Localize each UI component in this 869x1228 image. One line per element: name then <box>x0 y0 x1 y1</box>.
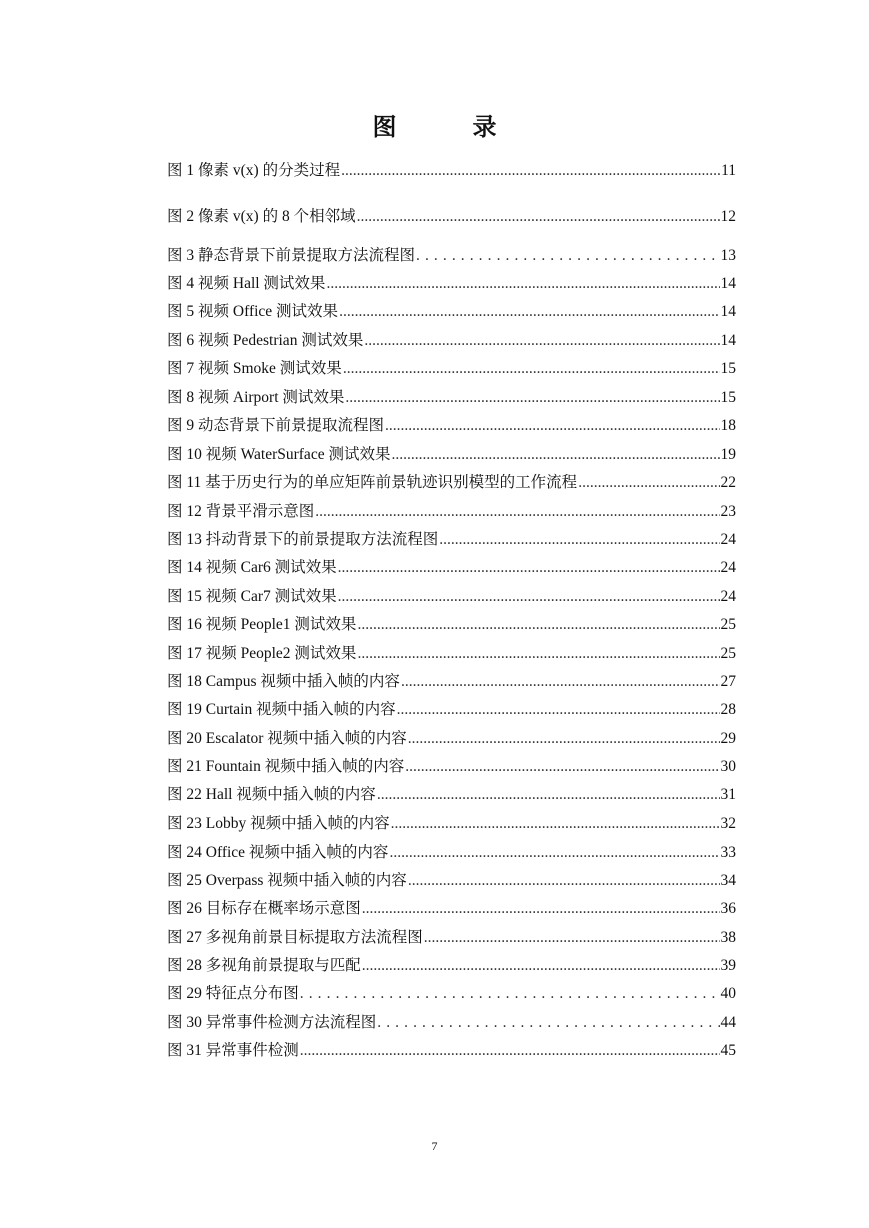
toc-entry-label: 图 29 特征点分布图 <box>167 985 299 1002</box>
toc-entry[interactable] <box>167 444 736 466</box>
toc-entry-label: 图 28 多视角前景提取与匹配 <box>167 957 361 974</box>
toc-entry-label: 图 22 Hall 视频中插入帧的内容 <box>167 786 376 803</box>
toc-entry[interactable] <box>167 330 736 352</box>
toc-entry-label: 图 25 Overpass 视频中插入帧的内容 <box>167 872 407 889</box>
toc-entry-label: 图 11 基于历史行为的单应矩阵前景轨迹识别模型的工作流程 <box>167 474 578 491</box>
toc-entry-label: 图 26 目标存在概率场示意图 <box>167 900 361 917</box>
dot-leader <box>377 784 720 806</box>
dot-leader <box>341 160 720 182</box>
dot-leader <box>408 870 720 892</box>
dot-leader <box>401 671 720 693</box>
dot-leader <box>389 842 719 864</box>
toc-entry-page: 18 <box>720 417 736 434</box>
toc-entry-page: 45 <box>720 1042 736 1059</box>
toc-entry-page: 34 <box>720 872 736 889</box>
toc-entry-label: 图 9 动态背景下前景提取流程图 <box>167 417 385 434</box>
toc-entry-label: 图 12 背景平滑示意图 <box>167 503 315 520</box>
toc-entry-label: 图 27 多视角前景目标提取方法流程图 <box>167 929 423 946</box>
toc-entry-page: 38 <box>720 929 736 946</box>
dot-leader <box>364 330 719 352</box>
dot-leader <box>391 813 720 835</box>
toc-entry[interactable] <box>167 387 736 409</box>
dot-leader <box>326 273 719 295</box>
dot-leader <box>357 643 719 665</box>
toc-entry-label: 图 30 异常事件检测方法流程图 <box>167 1014 377 1031</box>
dot-leader <box>405 756 719 778</box>
toc-entry[interactable] <box>167 301 736 323</box>
toc-entry[interactable] <box>167 699 736 721</box>
toc-entry-label: 图 8 视频 Airport 测试效果 <box>167 389 345 406</box>
dot-leader <box>315 501 719 523</box>
toc-entry-label: 图 21 Fountain 视频中插入帧的内容 <box>167 758 405 775</box>
toc-entry-page: 15 <box>720 360 736 377</box>
dot-leader <box>439 529 719 551</box>
dot-leader <box>338 557 720 579</box>
toc-entry[interactable] <box>167 1040 736 1062</box>
page-number: 7 <box>431 1139 438 1153</box>
toc-entry-page: 12 <box>720 208 736 225</box>
page-title: 图 录 <box>372 115 523 141</box>
toc-entry[interactable] <box>167 501 736 523</box>
toc-entry[interactable] <box>167 557 736 579</box>
toc-entry-label: 图 2 像素 v(x) 的 8 个相邻域 <box>167 208 356 225</box>
toc-entry-label: 图 10 视频 WaterSurface 测试效果 <box>167 446 391 463</box>
dot-leader <box>578 472 719 494</box>
toc-entry[interactable] <box>167 160 736 182</box>
dot-leader <box>338 586 720 608</box>
toc-entry[interactable] <box>167 358 736 380</box>
toc-entry-page: 24 <box>720 531 736 548</box>
toc-entry-page: 40 <box>720 985 736 1002</box>
toc-entry[interactable] <box>167 586 736 608</box>
toc-entry[interactable] <box>167 643 736 665</box>
toc-entry-page: 30 <box>720 758 736 775</box>
toc-entry-page: 28 <box>720 701 736 718</box>
toc-entry[interactable] <box>167 784 736 806</box>
toc-entry[interactable] <box>167 472 736 494</box>
dot-leader <box>357 614 719 636</box>
dot-leader <box>408 728 720 750</box>
dot-leader <box>357 206 720 228</box>
dot-leader <box>377 1012 719 1034</box>
toc-entry-page: 22 <box>720 474 736 491</box>
dot-leader <box>362 955 720 977</box>
toc-entry-page: 32 <box>720 815 736 832</box>
toc-entry-page: 24 <box>720 559 736 576</box>
toc-entry-page: 24 <box>720 588 736 605</box>
toc-entry-page: 31 <box>720 786 736 803</box>
toc-entry-label: 图 16 视频 People1 测试效果 <box>167 616 357 633</box>
toc-entry-page: 25 <box>720 645 736 662</box>
toc-entry-page: 25 <box>720 616 736 633</box>
toc-entry[interactable] <box>167 898 736 920</box>
toc-entry[interactable] <box>167 671 736 693</box>
toc-entry-label: 图 6 视频 Pedestrian 测试效果 <box>167 332 364 349</box>
toc-entry-page: 23 <box>720 503 736 520</box>
toc-entry[interactable] <box>167 813 736 835</box>
toc-entry-page: 14 <box>720 332 736 349</box>
dot-leader <box>391 444 719 466</box>
toc-entry-page: 11 <box>721 162 736 179</box>
dot-leader <box>300 983 720 1005</box>
toc-entry-label: 图 23 Lobby 视频中插入帧的内容 <box>167 815 390 832</box>
toc-entry[interactable] <box>167 927 736 949</box>
toc-entry[interactable] <box>167 842 736 864</box>
toc-entry[interactable] <box>167 614 736 636</box>
dot-leader <box>424 927 720 949</box>
toc-entry-label: 图 20 Escalator 视频中插入帧的内容 <box>167 730 407 747</box>
toc-entry[interactable] <box>167 756 736 778</box>
toc-entry[interactable] <box>167 206 736 228</box>
toc-entry[interactable] <box>167 415 736 437</box>
toc-entry-label: 图 19 Curtain 视频中插入帧的内容 <box>167 701 396 718</box>
toc-entry[interactable] <box>167 529 736 551</box>
dot-leader <box>343 358 720 380</box>
dot-leader <box>339 301 719 323</box>
toc-entry-page: 36 <box>720 900 736 917</box>
toc-entry-label: 图 5 视频 Office 测试效果 <box>167 303 339 320</box>
toc-entry-label: 图 4 视频 Hall 测试效果 <box>167 275 326 292</box>
toc-entry-page: 39 <box>720 957 736 974</box>
toc-entry-page: 13 <box>720 247 736 264</box>
toc-entry-label: 图 3 静态背景下前景提取方法流程图 <box>167 247 416 264</box>
dot-leader <box>416 245 719 267</box>
toc-entry-page: 33 <box>720 844 736 861</box>
toc-entry[interactable] <box>167 870 736 892</box>
dot-leader <box>300 1040 720 1062</box>
toc-entry-label: 图 14 视频 Car6 测试效果 <box>167 559 337 576</box>
toc-entry[interactable] <box>167 728 736 750</box>
toc-entry[interactable] <box>167 245 736 267</box>
dot-leader <box>385 415 719 437</box>
toc-entry-label: 图 18 Campus 视频中插入帧的内容 <box>167 673 400 690</box>
toc-entry-label: 图 1 像素 v(x) 的分类过程 <box>167 162 341 179</box>
toc-entry-label: 图 13 抖动背景下的前景提取方法流程图 <box>167 531 439 548</box>
toc-entry-label: 图 15 视频 Car7 测试效果 <box>167 588 337 605</box>
dot-leader <box>362 898 720 920</box>
toc-entry[interactable] <box>167 983 736 1005</box>
toc-entry-page: 29 <box>720 730 736 747</box>
toc-entry-label: 图 31 异常事件检测 <box>167 1042 299 1059</box>
toc-entry-page: 19 <box>720 446 736 463</box>
toc-entry-page: 15 <box>720 389 736 406</box>
toc-entry-page: 44 <box>720 1014 736 1031</box>
toc-entry-label: 图 7 视频 Smoke 测试效果 <box>167 360 342 377</box>
toc-entry-label: 图 17 视频 People2 测试效果 <box>167 645 357 662</box>
toc-entry-page: 14 <box>720 275 736 292</box>
toc-entry[interactable] <box>167 273 736 295</box>
toc-entry[interactable] <box>167 1012 736 1034</box>
toc-entry[interactable] <box>167 955 736 977</box>
toc-entry-page: 14 <box>720 303 736 320</box>
dot-leader <box>345 387 719 409</box>
dot-leader <box>397 699 720 721</box>
toc-entry-label: 图 24 Office 视频中插入帧的内容 <box>167 844 389 861</box>
toc-entry-page: 27 <box>720 673 736 690</box>
